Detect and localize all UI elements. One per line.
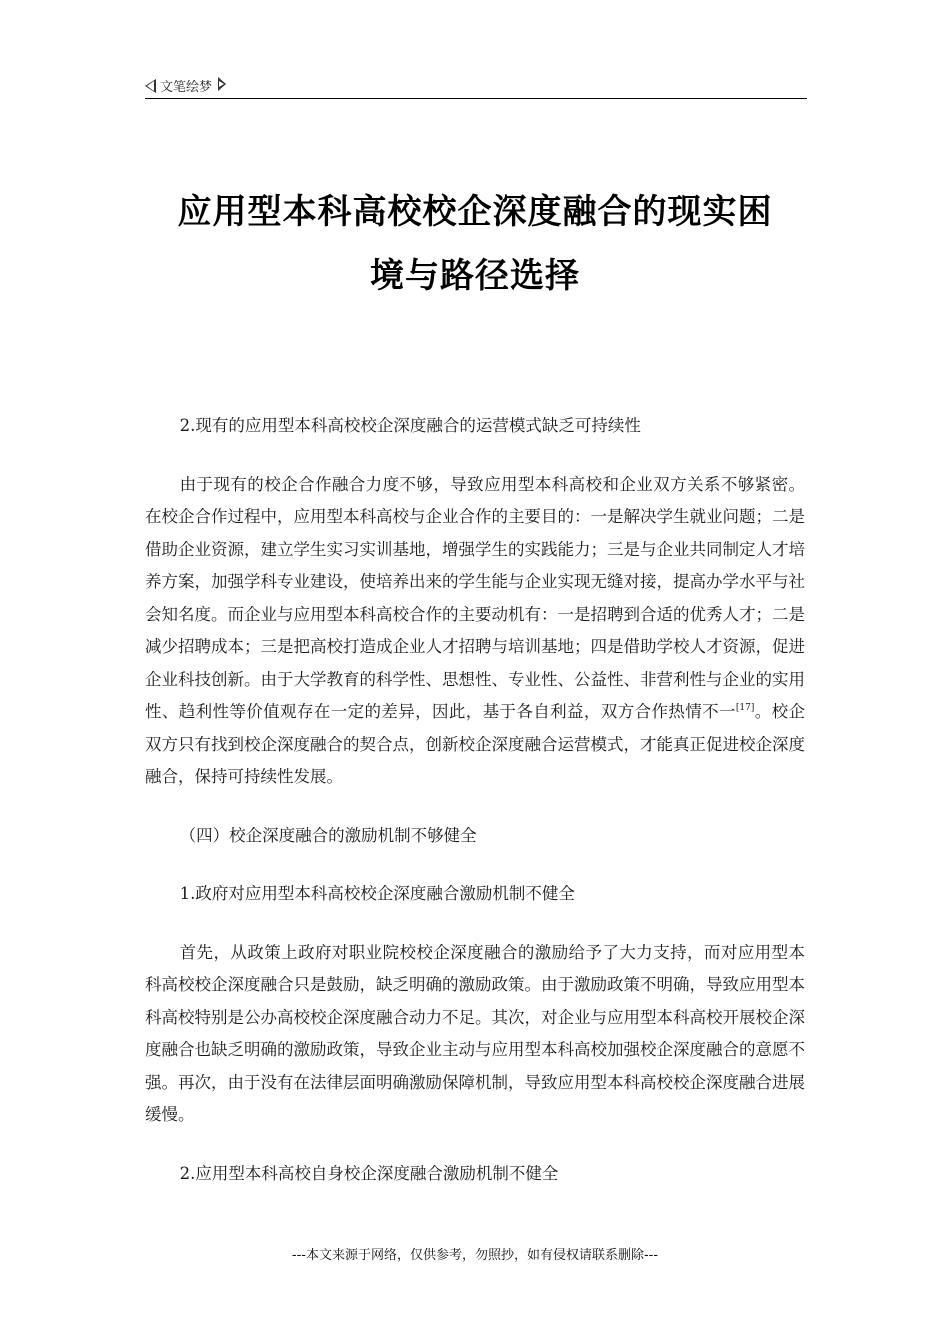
paragraph-cooperation-motives — [145, 469, 805, 794]
section-heading-incentive: （四）校企深度融合的激励机制不够健全 — [179, 825, 477, 845]
triangle-left-icon — [145, 79, 156, 93]
triangle-right-icon — [218, 77, 226, 91]
section-heading-government-incentive: 1.政府对应用型本科高校校企深度融合激励机制不健全 — [179, 884, 575, 903]
document-body — [145, 410, 805, 1216]
paragraph-text-part-a: 由于现有的校企合作融合力度不够，导致应用型本科高校和企业双方关系不够紧密。在校企合作过程中，应用型本科高校与企业合作的主要目的：一是解决学生就业问题；二是借助企业资源，建立学生实习实训基地，增强学生的实践能力；三是与企业共同制定人才培养方案，加强学科专业建设，使培养出来的学生能与企业实现无缝对接，提高办学水平与社会知名度。而企业与应用型本科高校合作的主要动机有：一是招聘到合适的优秀人才；二是减少招聘成本；三是把高校打造成企业人才招聘与培训基地；四是借助学校人才资源，促进企业科技创新。由于大学教育的科学性、思想性、专业性、公益性、非营利性与企业的实用性、趋利性等价值观存在一定的差异，因此，基于各自利益，双方合作热情不一 — [145, 474, 805, 721]
citation-17: [17] — [735, 703, 755, 713]
title-line-1: 应用型本科高校校企深度融合的现实困 — [177, 192, 773, 232]
document-title — [130, 180, 820, 308]
section-heading-sustainability: 2.现有的应用型本科高校校企深度融合的运营模式缺乏可持续性 — [179, 416, 641, 435]
title-line-2: 境与路径选择 — [370, 256, 580, 296]
header-brand — [145, 76, 226, 95]
page-header — [145, 74, 807, 99]
header-brand-label: 文笔绘梦 — [160, 80, 213, 95]
paragraph-government-incentive: 首先，从政策上政府对职业院校校企深度融合的激励给予了大力支持，而对应用型本科高校校企深度融合只是鼓励，缺乏明确的激励政策。由于激励政策不明确，导致应用型本科高校特别是公办高校校企深度融合动力不足。其次，对企业与应用型本科高校开展校企深度融合也缺乏明确的激励政策，导致企业主动与应用型本科高校加强校企深度融合的意愿不强。再次，由于没有在法律层面明确激励保障机制，导致应用型本科高校校企深度融合进展缓慢。 — [145, 942, 805, 1124]
section-heading-university-incentive: 2.应用型本科高校自身校企深度融合激励机制不健全 — [179, 1163, 559, 1183]
footer-notice: ---本文来源于网络，仅供参考，勿照抄，如有侵权请联系删除--- — [291, 1248, 659, 1263]
paragraph-text-part-b: 。校企双方只有找到校企深度融合的契合点，创新校企深度融合运营模式，才能真正促进校企深度融合，保持可持续性发展。 — [145, 702, 806, 786]
